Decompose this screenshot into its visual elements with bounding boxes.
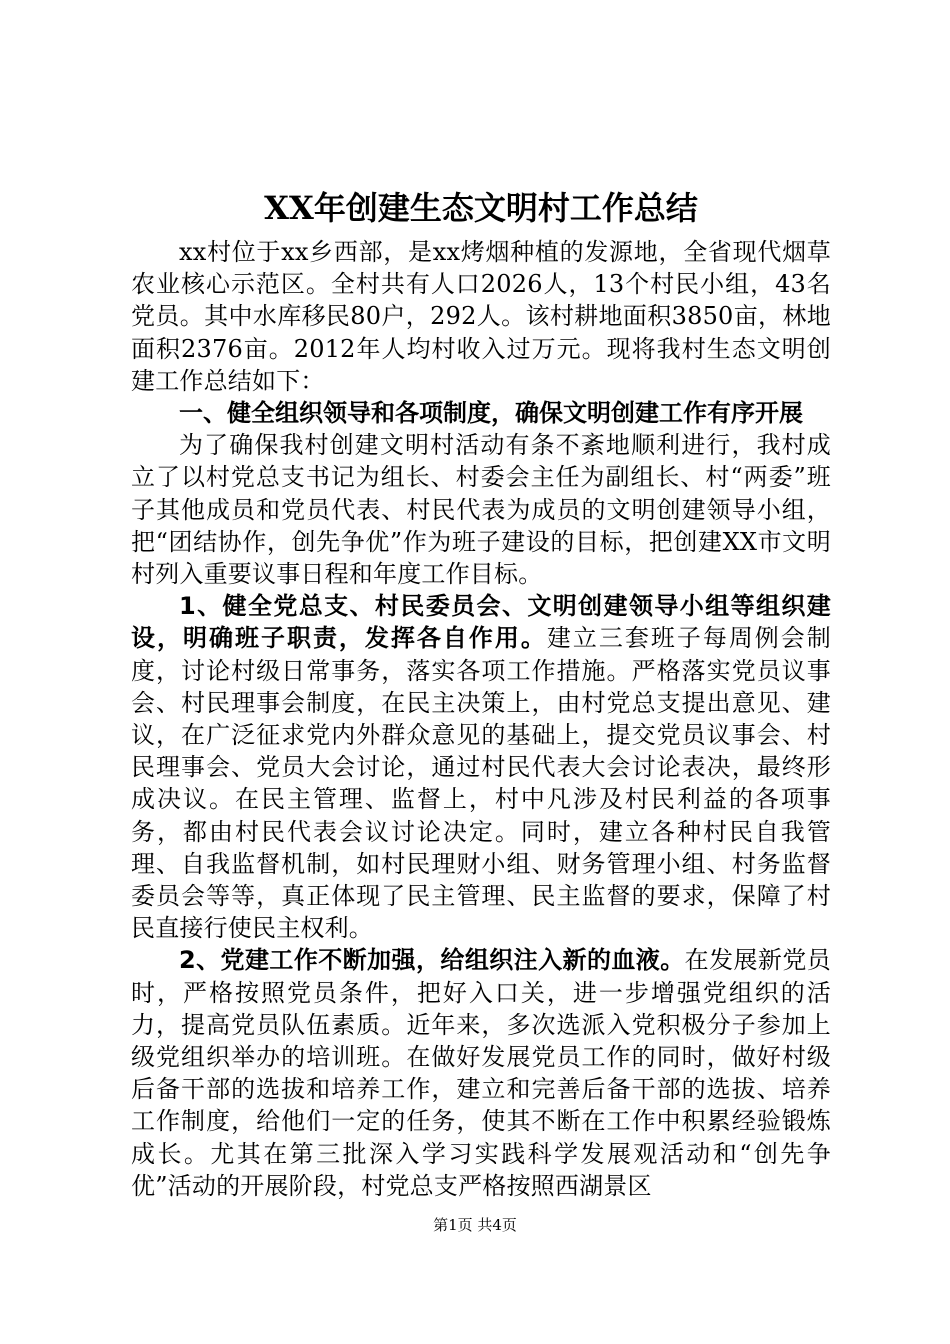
page-number-footer: 第1页 共4页: [433, 1216, 517, 1234]
document-title: XX年创建生态文明村工作总结: [264, 189, 698, 227]
item-1-lead: 1、健全党总支、村民委员会、文明创建领导小组等组织建设，明确班子职责，发挥各自作用。: [131, 592, 831, 653]
document-body: [131, 186, 831, 1202]
item-1-body: 建立三套班子每周例会制度，讨论村级日常事务，落实各项工作措施。严格落实党员议事会、村民理事会制度，在民主决策上，由村党总支提出意见、建议，在广泛征求党内外群众意见的基础上，提交党员议事会、村民理事会、党员大会讨论，通过村民代表大会讨论表决，最终形成决议。在民主管理、监督上，村中凡涉及村民利益的各项事务，都由村民代表会议讨论决定。同时，建立各种村民自我管理、自我监督机制，如村民理财小组、财务管理小组、村务监督委员会等等，真正体现了民主管理、民主监督的要求，保障了村民直接行使民主权利。: [131, 624, 831, 943]
section-1-heading: 一、健全组织领导和各项制度，确保文明创建工作有序开展: [179, 399, 803, 428]
item-1-paragraph: [131, 590, 831, 944]
section-1-paragraph: 为了确保我村创建文明村活动有条不紊地顺利进行，我村成立了以村党总支书记为组长、村委会主任为副组长、村“两委”班子其他成员和党员代表、村民代表为成员的文明创建领导小组，把“团结协作，创先争优”作为班子建设的目标，把创建XX市文明村列入重要议事日程和年度工作目标。: [131, 431, 831, 589]
item-2-lead: 2、党建工作不断加强，给组织注入新的血液。: [179, 946, 685, 975]
item-2-body: 在发展新党员时，严格按照党员条件，把好入口关，进一步增强党组织的活力，提高党员队伍素质。近年来，多次选派入党积极分子参加上级党组织举办的培训班。在做好发展党员工作的同时，做好村级后备干部的选拔和培养工作，建立和完善后备干部的选拔、培养工作制度，给他们一定的任务，使其不断在工作中积累经验锻炼成长。尤其在第三批深入学习实践科学发展观活动和“创先争优”活动的开展阶段，村党总支严格按照西湖景区: [131, 946, 831, 1200]
intro-paragraph: xx村位于xx乡西部，是xx烤烟种植的发源地，全省现代烟草农业核心示范区。全村共有人口2026人，13个村民小组，43名党员。其中水库移民80户，292人。该村耕地面积3850亩，林地面积2376亩。2012年人均村收入过万元。现将我村生态文明创建工作总结如下：: [131, 238, 831, 395]
item-2-paragraph: [131, 944, 831, 1202]
